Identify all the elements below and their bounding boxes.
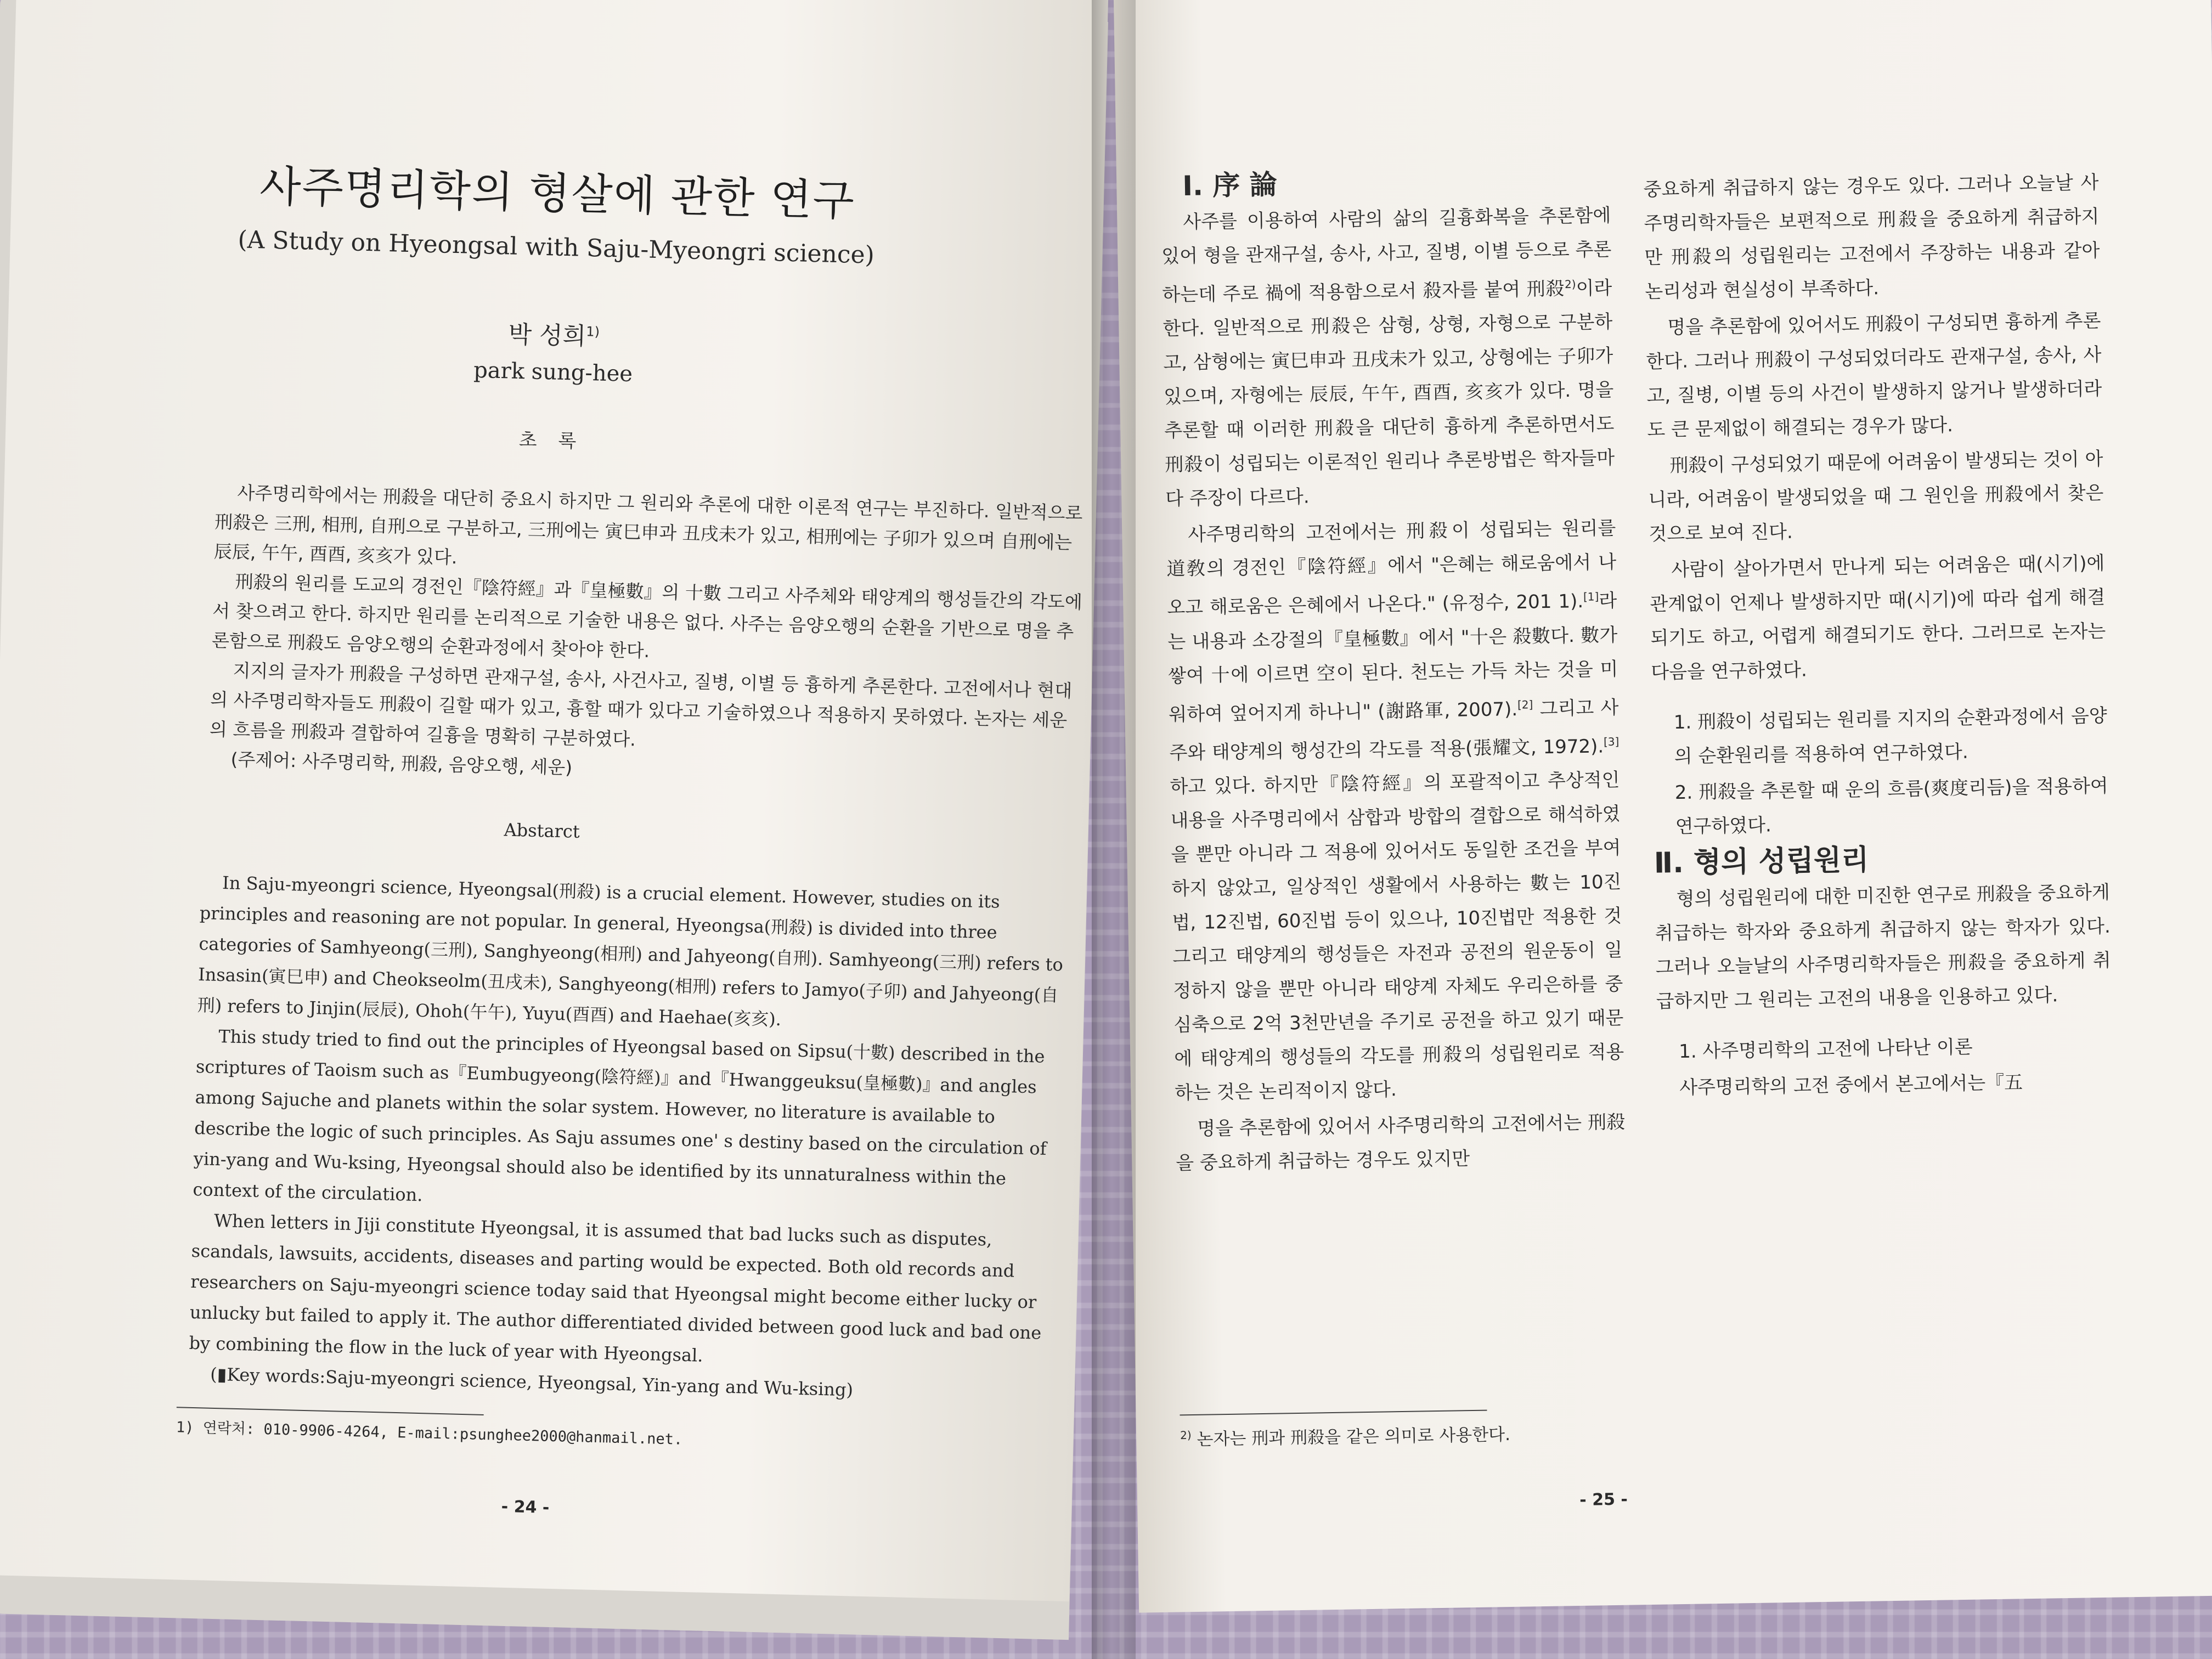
body-text: 그리고 사주와 태양계의 행성간의 각도를 적용(張耀文, 1972). [1169,696,1619,764]
abstract-heading-ko: 초 록 [518,429,584,453]
footnote-mark: 2) [1564,277,1576,291]
section-heading: Ⅱ. 형의 성립원리 [1654,843,1869,880]
body-paragraph: 형의 성립원리에 대한 미진한 연구로 刑殺을 중요하게 취급하는 학자와 중요하게 취급하지 않는 학자가 있다. 그러나 오늘날의 사주명리학자들은 刑殺을 중요하게 취급하지만 그 원리는 고전의 내용을 인용하고 있다. [1655,881,2112,1013]
body-text: 이라 한다. 일반적으로 刑殺은 삼형, 상형, 자형으로 구분하고, 삼형에는 寅巳申과 丑戌未가 있고, 상형에는 子卯가 있으며, 자형에는 辰辰, 午午, 酉酉, 亥亥가 있다. 명을 추론할 때 이러한 刑殺을 대단히 흉하게 추론하면서도 刑殺이 성립되는 이론적인 원리나 추론방법은 학자들마다 주장이 다르다. [1163,277,1615,510]
paper-subtitle: (A Study on Hyeongsal with Saju-Myeongri science) [237,225,875,269]
body-paragraph: 중요하게 취급하지 않는 경우도 있다. 그러나 오늘날 사주명리학자들은 보편적으로 刑殺을 중요하게 취급하지만 刑殺의 성립원리는 고전에서 주장하는 내용과 같아 논리성과 현실성이 부족하다. [1643,171,2100,303]
abstract-ko-paragraph: 사주명리학에서는 刑殺을 대단히 중요시 하지만 그 원리와 추론에 대한 이론적 연구는 부진하다. 일반적으로 刑殺은 三刑, 相刑, 自刑으로 구분하고, 三刑에는 寅巳申과 丑戌未가 있고, 相刑에는 子卯가 있으며 自刑에는 辰辰, 午午, 酉酉, 亥亥가 있다. [213,482,1083,568]
list-item: 1. 刑殺이 성립되는 원리를 지지의 순환과정에서 음양의 순환원리를 적용하여 연구하였다. [1673,704,2108,768]
author-footnote-mark: 1) [586,324,600,340]
body-paragraph [1161,199,1616,516]
author-name-en: park sung-hee [473,357,633,387]
abstract-en-paragraph: When letters in Jiji constitute Hyeongsal, it is assumed that bad lucks such as disputes, scandals, lawsuits, accidents, diseases and parting would be expected. Both old records and researchers on Saju-myeongri science today said that Hyeongsal might become either lucky or unlucky but failed to apply it. The author differentiated divided between good luck and bad one by combining the flow in the luck of year with Hyeongsal. [189,1210,1042,1366]
footnote-rule [177,1407,484,1415]
body-paragraph: 사주명리학의 고전 중에서 본고에서는『五 [1679,1071,2023,1099]
body-paragraph: 명을 추론함에 있어서 사주명리학의 고전에서는 刑殺을 중요하게 취급하는 경우도 있지만 [1176,1111,1626,1175]
footnote-note [1180,1420,1510,1450]
abstract-ko-paragraph: 지지의 글자가 刑殺을 구성하면 관재구설, 송사, 사건사고, 질병, 이별 등 흉하게 추론한다. 고전에서나 현대의 사주명리학자들도 刑殺이 길할 때가 있고, 흉할 때가 있다고 기술하였으나 적용하지 못하였다. 논자는 세운의 흐름을 刑殺과 결합하여 길흉을 명확히 구분하였다. [209,659,1073,751]
author-name-text: 박 성희 [508,320,586,351]
section-heading: Ⅰ. 序 論 [1182,168,1278,202]
body-paragraph: 사람이 살아가면서 만나게 되는 어려움은 때(시기)에 관계없이 언제나 발생하지만 때(시기)에 따라 쉽게 해결되기도 하고, 어렵게 해결되기도 한다. 그러므로 논자는 다음을 연구하였다. [1650,552,2106,684]
footnote-rule [1180,1410,1487,1416]
body-text: 사주를 이용하여 사람의 삶의 길흉화복을 추론함에 있어 형을 관재구설, 송사, 사고, 질병, 이별 등으로 추론하는데 주로 禍에 적용함으로서 殺자를 붙여 刑殺 [1161,204,1612,307]
footnote-contact: 1) 연락처: 010-9906-4264, E-mail:psunghee2000@hanmail.net. [176,1419,683,1448]
left-page [0,0,1108,1601]
body-text: 사주명리학의 고전에서는 刑殺이 성립되는 원리를 道敎의 경전인『陰符經』에서 "은혜는 해로움에서 나오고 해로움은 은혜에서 나온다." (유정수, 201 1). [1166,517,1617,619]
keywords-en: (▮Key words:Saju-myeongri science, Hyeongsal, Yin-yang and Wu-ksing) [210,1363,854,1401]
abstract-ko-paragraph: 刑殺의 원리를 도교의 경전인『陰符經』과『皇極數』의 十數 그리고 사주체와 태양계의 행성들간의 각도에서 찾으려고 한다. 하지만 원리를 논리적으로 기술한 내용은 없다. 사주는 음양오행의 순환을 기반으로 명을 추론함으로 刑殺도 음양오행의 순환과정에서 찾아야 한다. [211,571,1083,662]
citation-mark: [2] [1517,697,1533,712]
citation-mark: [3] [1603,735,1620,749]
text-column-left [1160,162,1626,1183]
abstract-heading-en: Abstarct [504,819,580,842]
subsection-heading: 1. 사주명리학의 고전에 나타난 이론 [1678,1036,1973,1063]
footnote-text: 논자는 刑과 刑殺을 같은 의미로 사용한다. [1197,1424,1511,1449]
text-column-right [1643,166,2113,1108]
body-paragraph: 刑殺이 구성되었기 때문에 어려움이 발생되는 것이 아니라, 어려움이 발생되었을 때 그 원인을 刑殺에서 찾은 것으로 보여 진다. [1648,448,2104,545]
body-text: 하고 있다. 하지만『陰符經』의 포괄적이고 추상적인 내용을 사주명리에서 삼합과 방합의 결합으로 해석하였을 뿐만 아니라 그 적용에 있어서도 동일한 조건을 부여하지 않았고, 일상적인 생활에서 사용하는 數는 10진법, 12진법, 60진법 등이 있으나, 10진법만 적용한 것 그리고 태양계의 행성들은 자전과 공전의 원운동이 일정하지 않을 뿐만 아니라 태양계 자체도 우리은하를 중심축으로 2억 3천만년을 주기로 공전을 하고 있기 때문에 태양계의 행성들의 각도를 刑殺의 성립원리로 적용하는 것은 논리적이지 않다. [1170,769,1624,1104]
page-number: - 24 - [501,1497,550,1517]
paper-title: 사주명리학의 형살에 관한 연구 [259,162,856,226]
footnote-number: 2) [1180,1428,1192,1442]
abstract-en-paragraph: This study tried to find out the principles of Hyeongsal based on Sipsu(十數) described in the scriptures of Taoism such as『Eumbugyeong(陰符經)』and『Hwanggeuksu(皇極數)』and angles among Sajuche and planets within the solar system. However, no literature is available to describe the logic of such principles. As Saju assumes one' s destiny based on the circulation of yin-yang and Wu-ksing, Hyeongsal should also be identified by its unnaturalness within the context of the circulation. [193,1025,1047,1206]
book-gutter [1092,0,1136,1659]
body-paragraph: 명을 추론함에 있어서도 刑殺이 구성되면 흉하게 추론한다. 그러나 刑殺이 구성되었더라도 관재구설, 송사, 사고, 질병, 이별 등의 사건이 발생하지 않거나 발생하더라도 큰 문제없이 해결되는 경우가 많다. [1646,309,2102,441]
keywords-ko: (주제어: 사주명리학, 刑殺, 음양오행, 세운) [230,748,573,778]
abstract-ko [208,478,1088,795]
body-paragraph [1166,511,1625,1110]
right-page [1114,0,2212,1613]
abstract-en-paragraph: In Saju-myeongri science, Hyeongsal(刑殺) is a crucial element. However, studies on its principles and reasoning are not popular. In general, Hyeongsa(刑殺) is divided into three categories of Samhyeong(三刑), Sanghyeong(相刑) and Jahyeong(自刑). Samhyeong(三刑) refers to Insasin(寅巳申) and Cheokseolm(丑戌未), Sanghyeong(相刑) refers to Jamyo(子卯) and Jahyeong(自刑) refers to Jinjin(辰辰), Ohoh(午午), Yuyu(酉酉) and Haehae(亥亥). [197,872,1064,1030]
research-list [1651,699,2109,844]
abstract-en [188,867,1079,1410]
body-text: 라는 내용과 소강절의『皇極數』에서 "十은 殺數다. 數가 쌓여 十에 이르면 空이 된다. 천도는 가득 차는 것을 미워하여 엎어지게 하나니" (謝路軍, 2007). [1167,590,1618,726]
list-item: 2. 刑殺을 추론할 때 운의 흐름(爽度리듬)을 적용하여 연구하였다. [1674,775,2109,838]
page-number: - 25 - [1579,1489,1628,1510]
citation-mark: [1] [1583,590,1599,604]
